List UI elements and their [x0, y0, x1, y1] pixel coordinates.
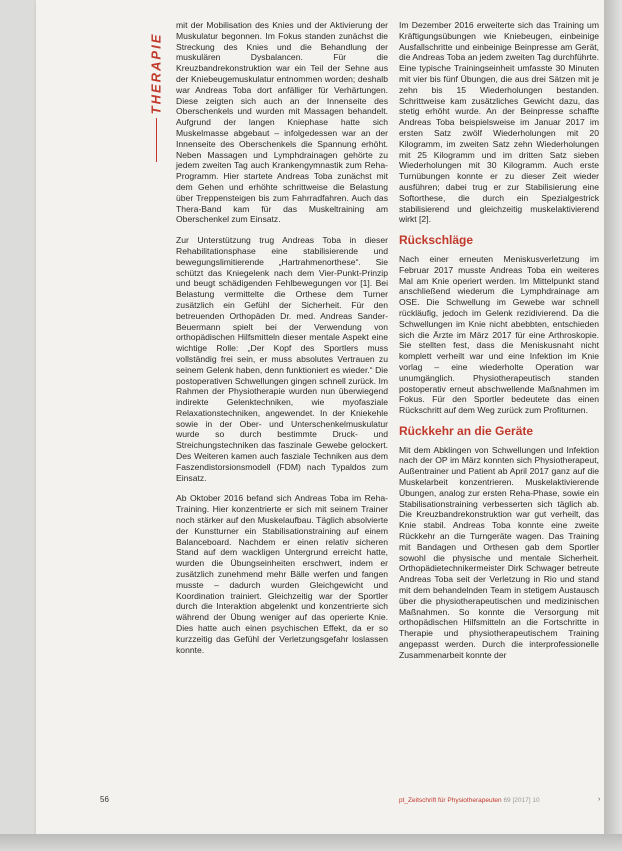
right-column [399, 20, 599, 671]
right-paragraph-3: Mit dem Abklingen von Schwellungen und Infektion nach der OP im März konnten sich Physiotherapeut, Außentrainer und Patient ab April 2017 ganz auf die Muskelarbeit konzentrieren. Muskelaktivierende Übungen, analog zur ersten Reha-Phase, sowie ein Stabilisationstraining verbesserten sich täglich ab. Die Kreuzbandrekonstruktion war gut verheilt, das Knie stabil. Andreas Toba konnte eine zweite Rückkehr an die Turngeräte wagen. Das Training mit Bandagen und Orthesen gab dem Sportler sowohl die physische und mentale Sicherheit. Orthopädietechnikermeister Dirk Schwager betreute Andreas Toba seit der Verletzung in Rio und stand mit dem behandelnden Team in stetigem Austausch über die physiotherapeutischen und medizinischen Maßnahmen. So konnte die Versorgung mit orthopädischen Hilfsmitteln an die Fortschritte in Therapie und physiotherapeutischem Training angepasst werden. Durch die interprofessionelle Zusammenarbeit konnte der [399, 444, 599, 660]
journal-name: pt_Zeitschrift für Physiotherapeuten [399, 797, 502, 804]
page-number: 56 [100, 795, 109, 804]
right-paragraph-intro: Im Dezember 2016 erweiterte sich das Training um Kräftigungsübungen wie Kniebeugen, einbeinige Ausfallschritte und einbeinige Beinpresse am Gerät, die Andreas Toba an jedem zweiten Tag durchführte. Eine typische Trainingseinheit umfasste 30 Minuten mit vier bis fünf Übungen, die aus drei Sätzen mit je zehn bis 15 Wiederholungen bestanden. Schrittweise kam zusätzliches Gewicht dazu, das stetig erhöht wurde. An der Beinpresse schaffte Andreas Toba beispielsweise im Januar 2017 im ersten Satz zwölf Wiederholungen mit 20 Kilogramm, im zweiten Satz zehn Wiederholungen mit 25 Kilogramm und im dritten Satz sieben Wiederholungen mit 30 Kilogramm. Auch erste Turnübungen konnte er zu dieser Zeit wieder ausführen; dabei trug er zur Stabilisierung eine Softorthese, die durch ein Spezialgestrick stabilisierend und gleichzeitig muskelaktivierend wirkt [2]. [399, 20, 599, 225]
left-paragraph-3: Ab Oktober 2016 befand sich Andreas Toba im Reha-Training. Hier konzentrierte er sich mit seinem Trainer noch stärker auf den Muskelaufbau. Täglich absolvierte der Kunstturner ein Stabilisationstraining auf einem Balanceboard. Nachdem er einen relativ sicheren Stand auf dem wackligen Untergrund erreicht hatte, wurden die Übungseinheiten erschwert, indem er zusätzlich zunehmend mehr Bälle werfen und fangen musste – dadurch wurden Gleichgewicht und Koordination trainiert. Gleichzeitig war der Sportler durch die Interaktion abgelenkt und konzentrierte sich während der Übung weniger auf das operierte Knie. Dies hatte auch einen psychischen Effekt, da er so kurzzeitig das Gefühl der Verletzungsgefahr loslassen konnte. [176, 493, 388, 655]
section-rule [156, 118, 157, 162]
journal-issue: 69 [2017] 10 [503, 797, 540, 804]
right-paragraph-2: Nach einer erneuten Meniskusverletzung im Februar 2017 musste Andreas Toba ein weiteres Mal am Knie operiert werden. Im Mittelpunkt stand anschließend wiederum die Lymphdrainage am OSE. Die Schwellung im Gewebe war schnell rückläufig, jedoch im Gelenk rezidivierend. Da die Schwellungen im Knie nicht abebbten, entschieden sich die Ärzte im März 2017 für eine Arthroskopie. Sie stellten fest, dass die Meniskusnaht nicht komplett verheilt war und eine Infektion im Knie vorlag – eine wiederholte Operation war unumgänglich. Physiotherapeutisch standen postoperativ erneut abschwellende Maßnahmen im Fokus. Für den Sportler bedeutete das einen Rückschritt auf dem Weg zurück zum Profiturnen. [399, 253, 599, 416]
next-page-arrow-icon: › [598, 796, 601, 803]
page-edge-shadow [604, 0, 622, 834]
journal-footer [399, 797, 599, 804]
heading-rueckschlaege: Rückschläge [399, 233, 474, 248]
section-label-text: THERAPIE [148, 32, 164, 114]
left-column [176, 20, 388, 665]
section-label [148, 28, 164, 118]
scan-bottom-shadow [0, 834, 622, 851]
left-paragraph-1: mit der Mobilisation des Knies und der Aktivierung der Muskulatur begonnen. Im Fokus standen zunächst die Streckung des Knies und die Behandlung der muskulären Dysbalancen. Für die Kreuzbandrekonstruktion war ein Teil der Sehne aus der Kniebeugemuskulatur entnommen worden; deshalb war Andreas Toba dort anfälliger für Verhärtungen. Diese zeigten sich auch an der Innenseite des Oberschenkels und wurden mit Massagen behandelt. Aufgrund der langen Kniephase hatte sich Muskelmasse abgebaut – infolgedessen war an der Innenseite des Oberschenkels die Spannung erhöht. Neben Massagen und Lymphdrainagen gehörte zu jedem zweiten Tag auch Krankengymnastik zum Reha-Programm. Hier startete Andreas Toba zunächst mit dem Gehen und erhöhte schrittweise die Belastung über Treppensteigen bis zum Fahrradfahren. Auch das Thera-Band kam für das Muskeltraining am Oberschenkel zum Einsatz. [176, 20, 388, 225]
left-paragraph-2: Zur Unterstützung trug Andreas Toba in dieser Rehabilitationsphase eine stabilisierende und bewegungslimitierende „Hartrahmenorthese“. Sie schützt das Kniegelenk nach dem Vier-Punkt-Prinzip und beugt schädigenden Fehlbewegungen vor [1]. Bei Belastung vermittelte die Orthese dem Turner zusätzlich ein Gefühl der Sicherheit. Für den betreuenden Orthopäden Dr. med. Andreas Sander-Beuermann spielt bei der Verwendung von orthopädischen Hilfsmitteln dieser mentale Aspekt eine wichtige Rolle: „Der Kopf des Sportlers muss vollständig frei sein, er muss absolutes Vertrauen zu seinem Gelenk haben, denn funktioniert es wieder.“ Die postoperativen Schwellungen gingen schnell zurück. Im Rahmen der Physiotherapie wurden nun überwiegend indirekte Gelenktechniken, wie myofasziale Relaxationstechniken, angewendet. In der Kniekehle sowie in der Ober- und Unterschenkelmuskulatur wurde so durch bestimmte Druck- und Streichungstechniken das faszinale Gewebe gelockert. Des Weiteren kamen auch fasziale Techniken aus dem Faszendistorsionsmodell (FDM) nach Typaldos zum Einsatz. [176, 235, 388, 483]
heading-rueckkehr: Rückkehr an die Geräte [399, 423, 534, 438]
